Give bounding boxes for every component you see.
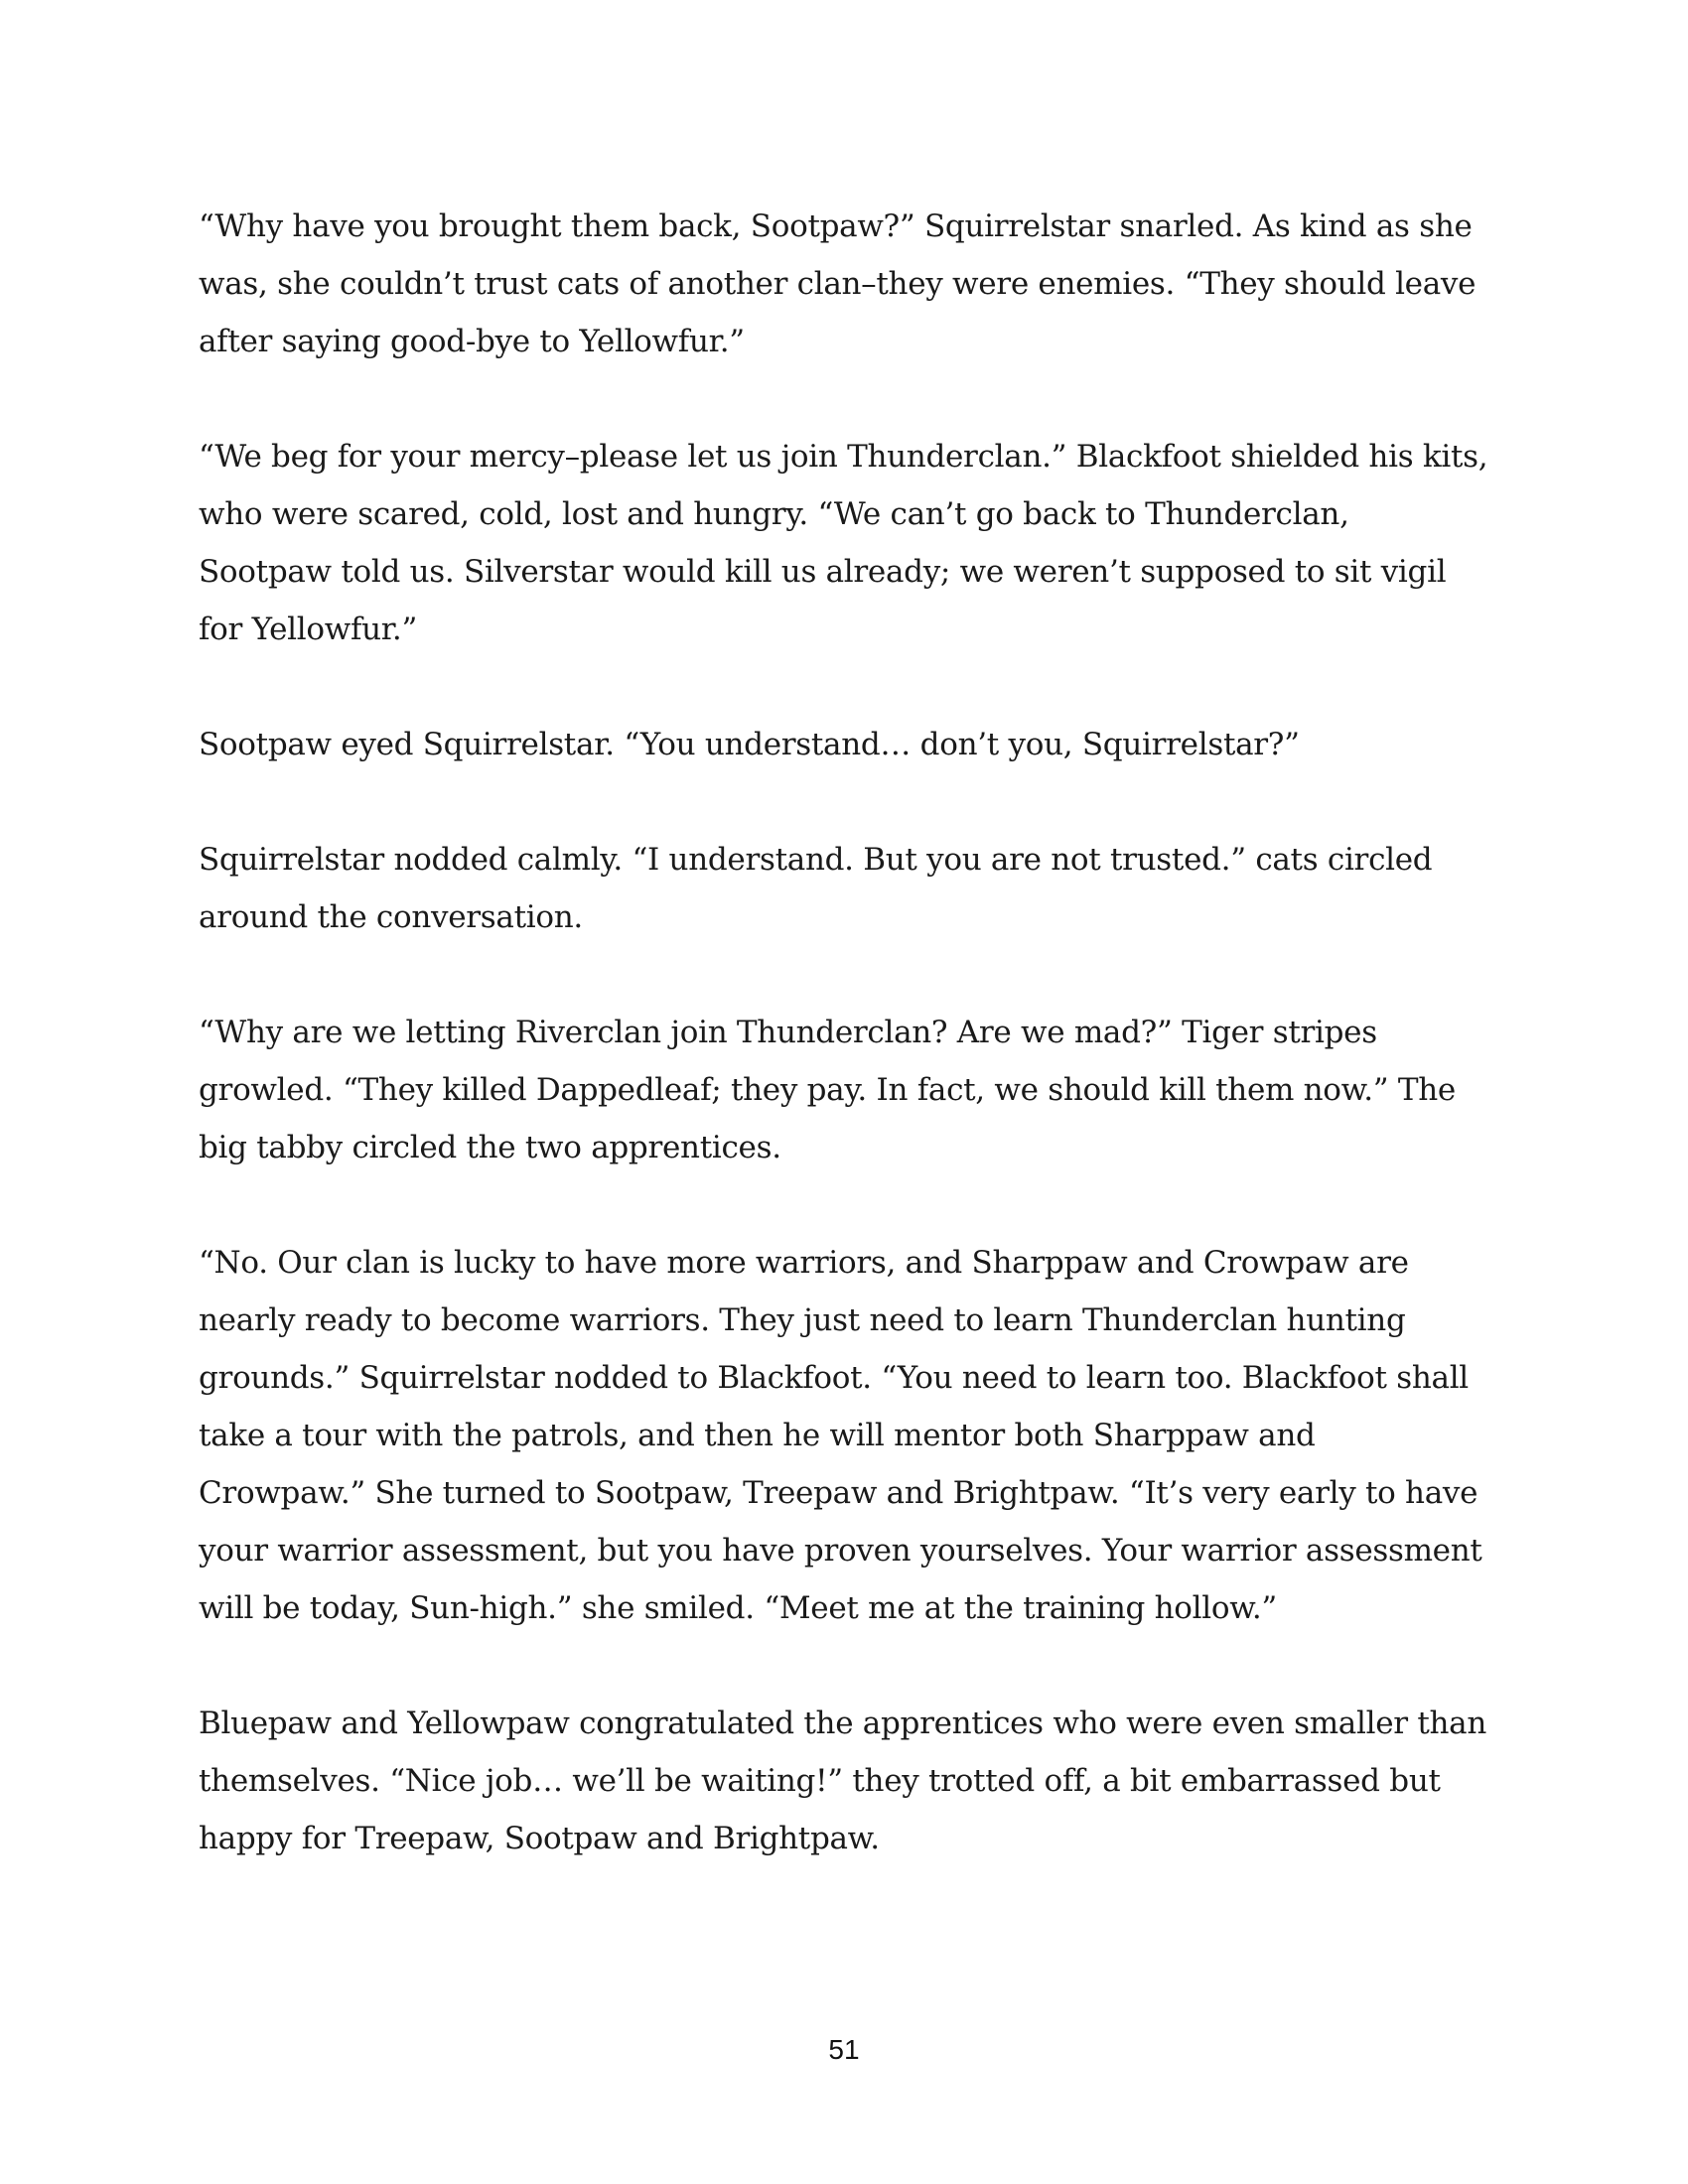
paragraph-2: “We beg for your mercy–please let us join Thunderclan.” Blackfoot shielded his kits, who were scared, cold, lost and hungry. “We can’t go back to Thunderclan, Sootpaw told us. Silverstar would kill us already; we weren’t supposed to sit vigil for Yellowfur.” xyxy=(199,439,1488,647)
paragraph-4: Squirrelstar nodded calmly. “I understand. But you are not trusted.” cats circled around the conversation. xyxy=(199,842,1433,935)
paragraph-3: Sootpaw eyed Squirrelstar. “You understand… don’t you, Squirrelstar?” xyxy=(199,727,1300,762)
paragraph-7: Bluepaw and Yellowpaw congratulated the apprentices who were even smaller than themselves. “Nice job… we’ll be waiting!” they trotted off, a bit embarrassed but happy for Treepaw, Sootpaw and Brightpaw. xyxy=(199,1706,1486,1856)
story-text xyxy=(199,198,1489,1925)
page-number: 51 xyxy=(828,2034,860,2065)
paragraph-1: “Why have you brought them back, Sootpaw?” Squirrelstar snarled. As kind as she was, she couldn’t trust cats of another clan–they were enemies. “They should leave after saying good-bye to Yellowfur.” xyxy=(199,208,1477,359)
paragraph-6: “No. Our clan is lucky to have more warriors, and Sharppaw and Crowpaw are nearly ready to become warriors. They just need to learn Thunderclan hunting grounds.” Squirrelstar nodded to Blackfoot. “You need to learn too. Blackfoot shall take a tour with the patrols, and then he will mentor both Sharppaw and Crowpaw.” She turned to Sootpaw, Treepaw and Brightpaw. “It’s very early to have your warrior assessment, but you have proven yourselves. Your warrior assessment will be today, Sun-high.” she smiled. “Meet me at the training hollow.” xyxy=(199,1245,1482,1626)
paragraph-5: “Why are we letting Riverclan join Thunderclan? Are we mad?” Tiger stripes growled. “They killed Dappedleaf; they pay. In fact, we should kill them now.” The big tabby circled the two apprentices. xyxy=(199,1015,1456,1165)
